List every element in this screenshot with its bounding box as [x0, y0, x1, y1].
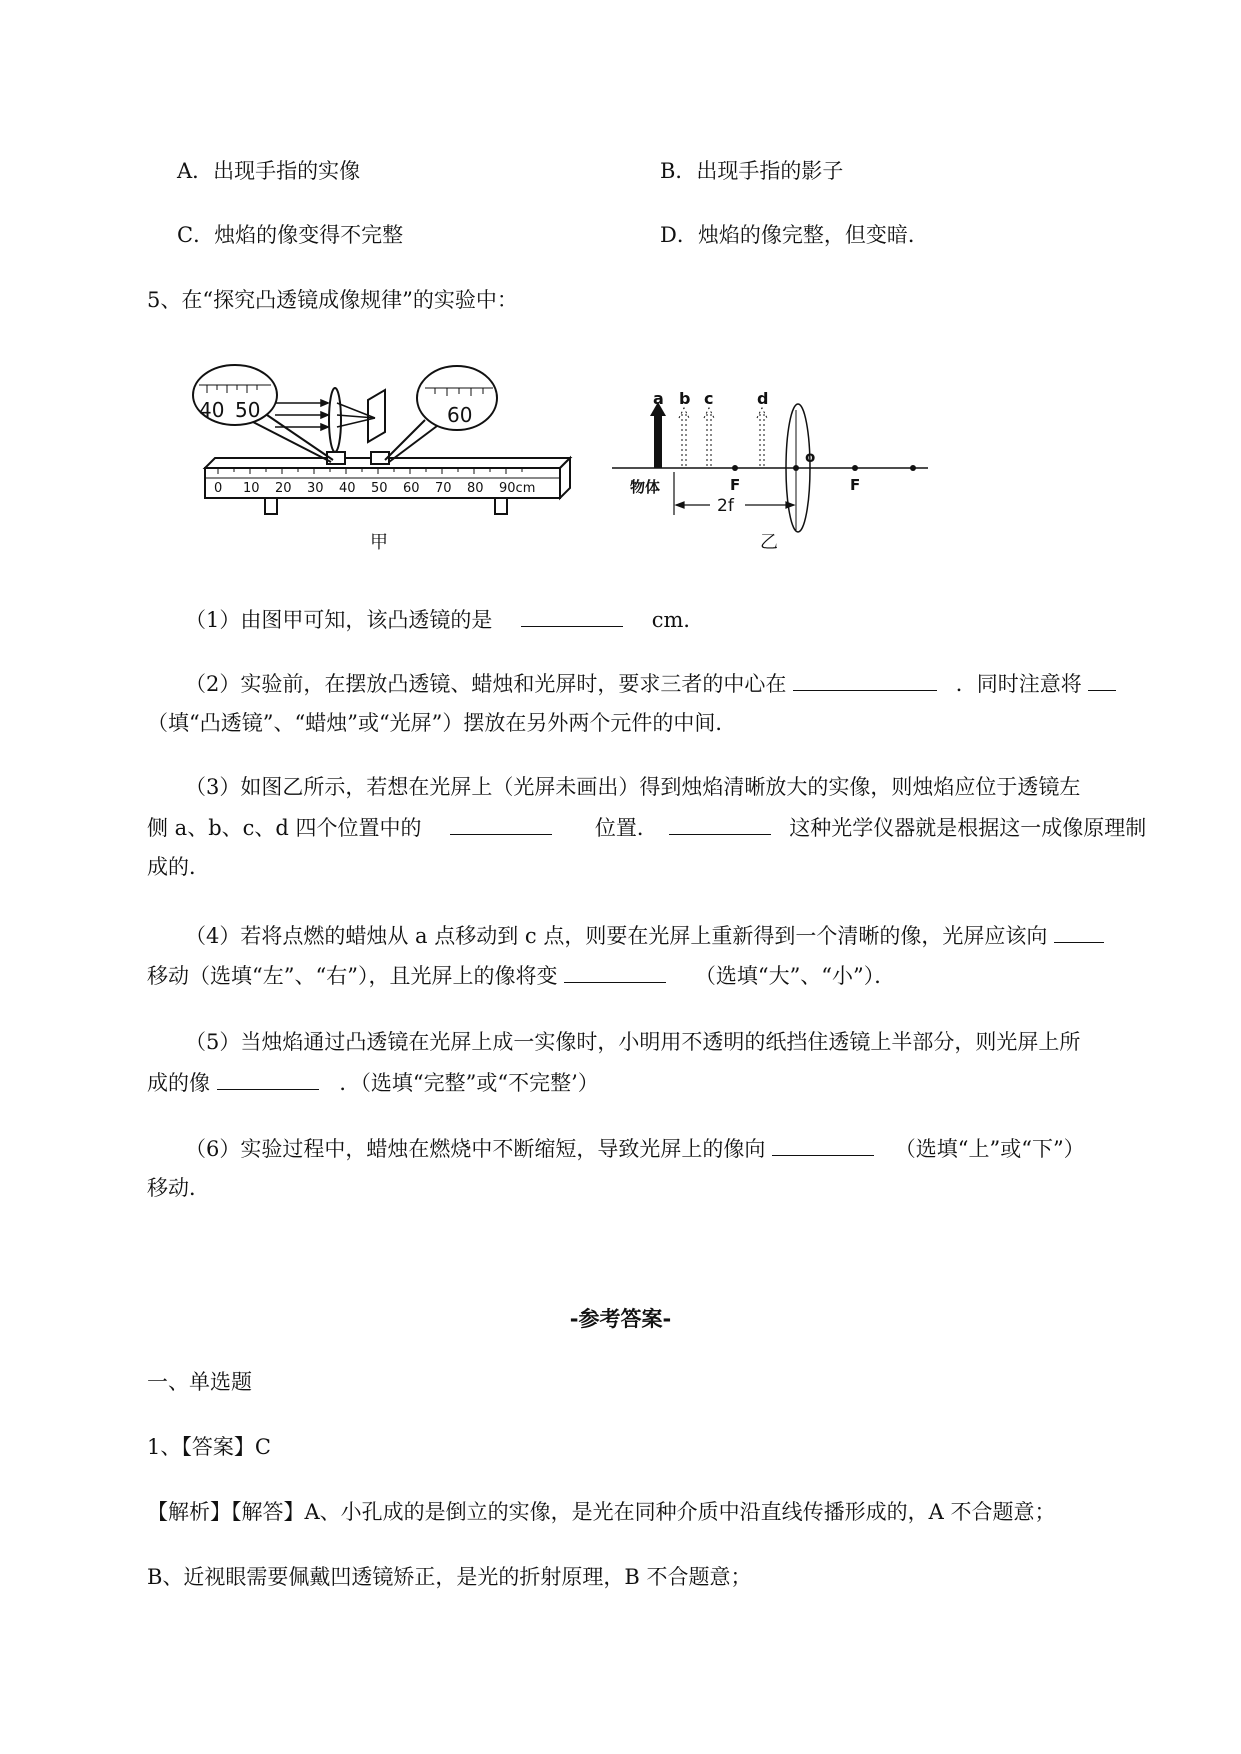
ruler-label-50: 50: [371, 481, 388, 496]
section-heading: 一、单选题: [147, 1370, 252, 1394]
s6-blank[interactable]: [772, 1133, 874, 1156]
s2-text-b: ．同时注意将: [955, 672, 1082, 696]
object-label: 物体: [630, 478, 661, 496]
label-2f: 2f: [717, 496, 734, 516]
s4-blank-2[interactable]: [564, 960, 666, 983]
zoom-bubble-right: [385, 366, 497, 462]
s2-blank-1[interactable]: [793, 668, 937, 691]
s1-unit: cm．: [651, 608, 705, 632]
s1-text: （1）由图甲可知，该凸透镜的是: [185, 608, 493, 632]
s6-text-b: （选填“上”或“下”）: [894, 1137, 1085, 1161]
figure-a-caption: 甲: [370, 532, 388, 553]
s6-text-a: （6）实验过程中，蜡烛在燃烧中不断缩短，导致光屏上的像向: [185, 1137, 766, 1161]
option-d: D．烛焰的像完整，但变暗．: [660, 223, 929, 247]
ruler-label-60: 60: [403, 481, 420, 496]
ruler-label-20: 20: [275, 481, 292, 496]
sub-question-4-line1: [185, 920, 1104, 951]
sub-question-2-line2: （填“凸透镜”、“蜡烛”或“光屏”）摆放在另外两个元件的中间．: [147, 711, 737, 735]
s3-text-c: 位置．: [594, 816, 658, 840]
s3-blank-1[interactable]: [450, 812, 552, 835]
ruler-label-90cm: 90cm: [499, 481, 536, 496]
incident-rays: [275, 400, 375, 430]
s5-text-b: 成的像: [147, 1071, 210, 1095]
label-f-right: F: [850, 476, 861, 494]
ruler-label-40: 40: [339, 481, 356, 496]
sub-question-5-line1: （5）当烛焰通过凸透镜在光屏上成一实像时，小明用不透明的纸挡住透镜上半部分，则光屏上所: [185, 1030, 1081, 1054]
s4-blank-1[interactable]: [1054, 920, 1104, 943]
bench-legs: [265, 498, 507, 514]
ruler-label-80: 80: [467, 481, 484, 496]
figure-optical-bench: [185, 360, 585, 560]
label-d: d: [757, 390, 769, 408]
zoom-left-40: 40: [199, 398, 225, 422]
ruler-label-0: 0: [214, 481, 223, 496]
object-a-arrow: [650, 402, 666, 468]
s2-text-a: （2）实验前，在摆放凸透镜、蜡烛和光屏时，要求三者的中心在: [185, 672, 787, 696]
s2-blank-2[interactable]: [1088, 668, 1116, 691]
figure-b-caption: 乙: [760, 532, 778, 553]
sub-question-3-line3: 成的．: [147, 855, 210, 879]
sub-question-5-line2: [147, 1067, 599, 1098]
question-5-title: 5、在“探究凸透镜成像规律”的实验中：: [147, 288, 518, 312]
ruler-label-30: 30: [307, 481, 324, 496]
ruler-label-70: 70: [435, 481, 452, 496]
sub-question-6-line2: 移动．: [147, 1176, 210, 1200]
label-a: a: [653, 390, 664, 408]
sub-question-4-line2: [147, 960, 895, 991]
label-c: c: [704, 390, 714, 408]
s5-text-c: ．（选填“完整”或“不完整’）: [339, 1071, 599, 1095]
answers-title: -参考答案-: [569, 1307, 672, 1331]
sub-question-2-line1: [185, 668, 1116, 699]
label-o: o: [805, 448, 816, 466]
s4-text-b: 移动（选填“左”、“右”），且光屏上的像将变: [147, 964, 558, 988]
label-b: b: [679, 390, 691, 408]
ruler-label-10: 10: [243, 481, 260, 496]
candidate-positions: [679, 408, 767, 468]
s3-text-d: 这种光学仪器就是根据这一成像原理制: [789, 816, 1147, 840]
s1-blank[interactable]: [521, 604, 623, 627]
s3-text-b: 侧 a、b、c、d 四个位置中的: [147, 816, 422, 840]
sub-question-6-line1: [185, 1133, 1085, 1164]
zoom-left-50: 50: [235, 398, 261, 422]
label-f-left: F: [730, 476, 741, 494]
lens-on-bench: [327, 388, 389, 464]
s3-blank-2[interactable]: [669, 812, 771, 835]
answer-1: 1、【答案】C: [147, 1435, 271, 1459]
s4-text-c: （选填“大”、“小”）．: [694, 964, 896, 988]
option-b: B．出现手指的影子: [660, 159, 844, 183]
s4-text-a: （4）若将点燃的蜡烛从 a 点移动到 c 点，则要在光屏上重新得到一个清晰的像，光屏应该向: [185, 924, 1048, 948]
zoom-right-60: 60: [447, 403, 473, 427]
answer-1-explanation-2: B、近视眼需要佩戴凹透镜矫正，是光的折射原理，B 不合题意；: [147, 1565, 752, 1589]
option-c: C．烛焰的像变得不完整: [177, 223, 404, 247]
sub-question-3-line1: （3）如图乙所示，若想在光屏上（光屏未画出）得到烛焰清晰放大的实像，则烛焰应位于透镜左: [185, 775, 1081, 799]
answer-1-explanation-1: 【解析】【解答】A、小孔成的是倒立的实像，是光在同种介质中沿直线传播形成的，A 不合题意；: [147, 1500, 1056, 1524]
sub-question-3-line2: [147, 812, 1146, 843]
option-a: A．出现手指的实像: [177, 159, 361, 183]
s5-blank[interactable]: [217, 1067, 319, 1090]
sub-question-1: [185, 604, 704, 635]
figure-lens-diagram: [610, 390, 940, 560]
